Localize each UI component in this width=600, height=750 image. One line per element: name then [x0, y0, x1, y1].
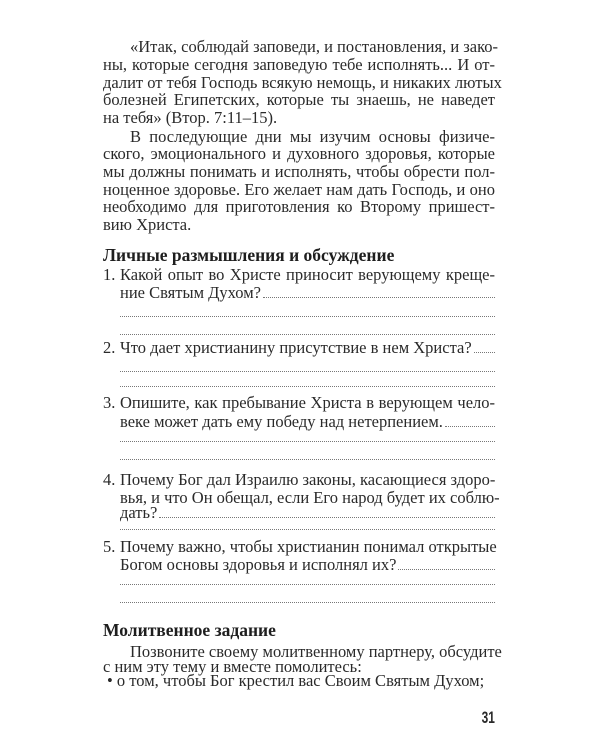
answer-line[interactable] — [445, 426, 495, 427]
discussion-heading: Личные размышления и обсуждение — [103, 245, 395, 265]
text-line: далит от тебя Господь всякую немощь, и никаких лютых — [103, 73, 502, 92]
question-text — [120, 284, 495, 302]
answer-line[interactable] — [474, 352, 495, 353]
text-line: с ним эту тему и вместе помолитесь: — [103, 657, 362, 676]
text-line: ноценное здоровье. Его желает нам дать Господь, и оно — [103, 180, 495, 199]
text-line: вию Христа. — [103, 215, 192, 234]
question-text-end: дать? — [120, 503, 158, 522]
answer-line[interactable] — [159, 517, 495, 518]
question-number: 4. — [103, 470, 116, 489]
text-line: на тебя» (Втор. 7:11–15). — [103, 108, 278, 127]
question-number: 2. — [103, 338, 116, 357]
text-line: В последующие дни мы изучим основы физиче- — [130, 127, 495, 146]
question-text-end: Что дает христианину присутствие в нем Христа? — [120, 338, 472, 357]
answer-line[interactable] — [263, 297, 495, 298]
answer-line[interactable] — [120, 334, 495, 335]
text-line: «Итак, соблюдай заповеди, и постановления, и зако- — [130, 37, 499, 56]
answer-line[interactable] — [120, 441, 495, 442]
question-text: Какой опыт во Христе приносит верующему креще- — [120, 265, 495, 284]
question-text-end: ние Святым Духом? — [120, 283, 261, 302]
question-text: Почему Бог дал Израилю законы, касающиеся здоро- — [120, 470, 496, 489]
question-text — [120, 413, 495, 431]
question-text — [120, 339, 495, 357]
answer-line[interactable] — [120, 584, 495, 585]
answer-line[interactable] — [120, 386, 495, 387]
answer-line[interactable] — [398, 569, 495, 570]
text-line: мы должны понимать и исполнять, чтобы обрести пол- — [103, 162, 495, 181]
question-text-end: веке может дать ему победу над нетерпением. — [120, 412, 443, 431]
text-line: болезней Египетских, которые ты знаешь, не наведет — [103, 90, 495, 109]
question-text — [120, 556, 495, 574]
question-number: 3. — [103, 393, 116, 412]
bullet-item: • о том, чтобы Бог крестил вас Своим Святым Духом; — [107, 671, 485, 690]
page-number: 31 — [481, 708, 495, 727]
answer-line[interactable] — [120, 602, 495, 603]
question-text: Почему важно, чтобы христианин понимал открытые — [120, 537, 497, 556]
answer-line[interactable] — [120, 459, 495, 460]
prayer-heading: Молитвенное задание — [103, 620, 276, 640]
question-number: 5. — [103, 537, 116, 556]
question-text-end: Богом основы здоровья и исполнял их? — [120, 555, 397, 574]
text-line: ского, эмоционального и духовного здоровья, которые — [103, 144, 495, 163]
question-text: Опишите, как пребывание Христа в верующем чело- — [120, 393, 495, 412]
question-text: вья, и что Он обещал, если Его народ будет их соблю- — [120, 488, 500, 507]
question-number: 1. — [103, 265, 116, 284]
answer-line[interactable] — [120, 529, 495, 530]
text-line: ны, которые сегодня заповедую тебе исполнять... И от- — [103, 55, 495, 74]
text-line: Позвоните своему молитвенному партнеру, обсудите — [130, 642, 502, 661]
text-line: необходимо для приготовления ко Второму пришест- — [103, 197, 495, 216]
answer-line[interactable] — [120, 316, 495, 317]
question-text — [120, 504, 495, 522]
answer-line[interactable] — [120, 371, 495, 372]
